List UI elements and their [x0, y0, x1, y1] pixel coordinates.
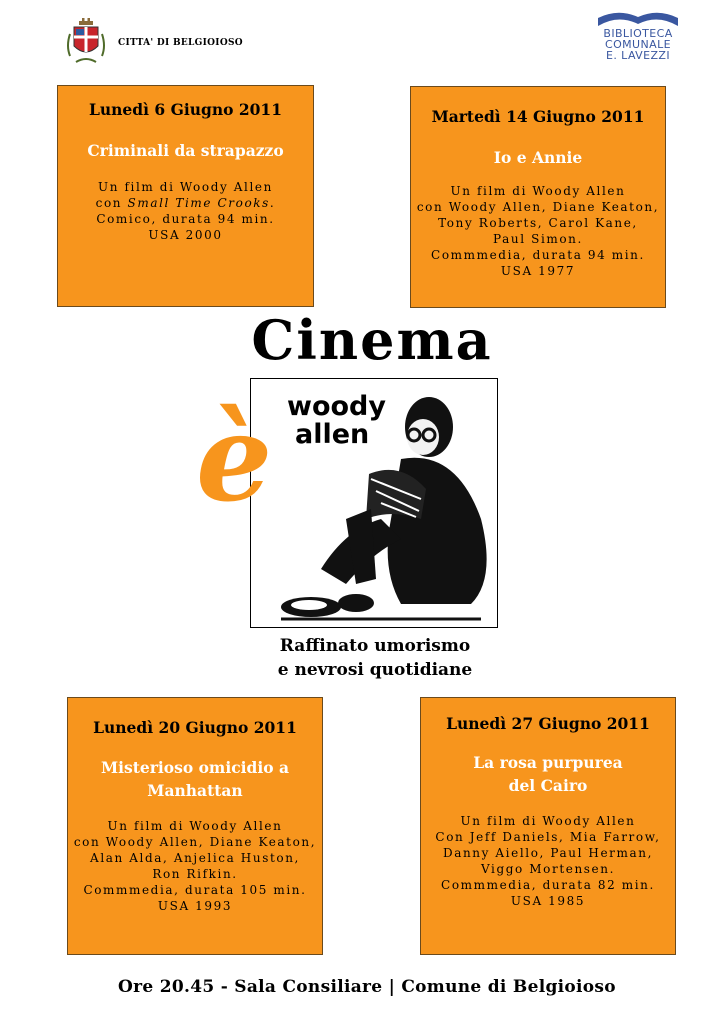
event-description [58, 179, 313, 243]
main-title: Cinema [251, 308, 493, 372]
event-date: Martedì 14 Giugno 2011 [431, 107, 645, 126]
event-title: Io e Annie [493, 148, 583, 167]
event-desc-line: Con Jeff Daniels, Mia Farrow, [435, 830, 661, 844]
event-desc-line: Un film di Woody Allen [98, 180, 273, 194]
event-desc-line: con Small Time Crooks. [95, 196, 276, 210]
event-desc-line: Paul Simon. [493, 232, 583, 246]
event-desc-line: con Woody Allen, Diane Keaton, [73, 835, 317, 849]
event-date: Lunedì 6 Giugno 2011 [89, 100, 282, 119]
library-line-2: COMUNALE [605, 38, 671, 51]
woody-allen-figure-icon [251, 379, 496, 626]
event-desc-line: USA 1985 [510, 894, 586, 908]
event-desc-line: Viggo Mortensen. [481, 862, 615, 876]
event-card-1 [57, 85, 314, 307]
event-title [421, 751, 675, 797]
poster-big-letter-text: è [196, 388, 273, 518]
event-card-4 [420, 697, 676, 955]
footer-venue: Ore 20.45 - Sala Consiliare | Comune di Belgioioso [118, 977, 616, 997]
event-desc-line: USA 2000 [148, 228, 223, 242]
event-desc-line: Commmedia, durata 94 min. [431, 248, 645, 262]
event-title-line: Manhattan [147, 781, 243, 800]
library-logo [588, 12, 688, 61]
event-description [411, 183, 665, 279]
event-desc-line: Ron Rifkin. [152, 867, 238, 881]
poster-word-woody: woody [287, 391, 386, 422]
woody-allen-poster [250, 378, 498, 628]
city-crest-icon [64, 16, 108, 66]
poster-word-allen: allen [295, 419, 370, 450]
event-desc-line: Commmedia, durata 82 min. [441, 878, 655, 892]
library-line-1: BIBLIOTECA [603, 27, 673, 40]
event-desc-line: USA 1977 [500, 264, 576, 278]
event-title-line: La rosa purpurea [473, 753, 623, 772]
event-desc-line: Danny Aiello, Paul Herman, [442, 846, 653, 860]
event-desc-line: Un film di Woody Allen [107, 819, 283, 833]
event-desc-line: Tony Roberts, Carol Kane, [438, 216, 638, 230]
tagline-line-2: e nevrosi quotidiane [277, 660, 473, 680]
city-name-label: CITTA' DI BELGIOIOSO [118, 38, 243, 48]
event-desc-line: Un film di Woody Allen [450, 184, 626, 198]
event-desc-line: Alan Alda, Anjelica Huston, [90, 851, 300, 865]
event-date: Lunedì 20 Giugno 2011 [93, 718, 297, 737]
tagline [200, 634, 550, 682]
event-desc-line: Commmedia, durata 105 min. [83, 883, 307, 897]
event-date: Lunedì 27 Giugno 2011 [446, 714, 650, 733]
open-book-icon [596, 12, 680, 28]
event-card-2 [410, 86, 666, 308]
event-title: Criminali da strapazzo [87, 141, 284, 160]
tagline-line-1: Raffinato umorismo [279, 636, 471, 656]
event-title-line: del Cairo [508, 776, 588, 795]
event-desc-line: USA 1993 [157, 899, 233, 913]
event-description [421, 813, 675, 909]
event-card-3 [67, 697, 323, 955]
event-title-line: Misterioso omicidio a [100, 758, 290, 777]
library-line-3: E. LAVEZZI [606, 49, 670, 62]
event-desc-line: Comico, durata 94 min. [96, 212, 275, 226]
event-description [68, 818, 322, 914]
event-desc-line: Un film di Woody Allen [460, 814, 636, 828]
event-desc-line: con Woody Allen, Diane Keaton, [416, 200, 660, 214]
poster-big-letter [196, 368, 280, 518]
event-title [68, 756, 322, 802]
